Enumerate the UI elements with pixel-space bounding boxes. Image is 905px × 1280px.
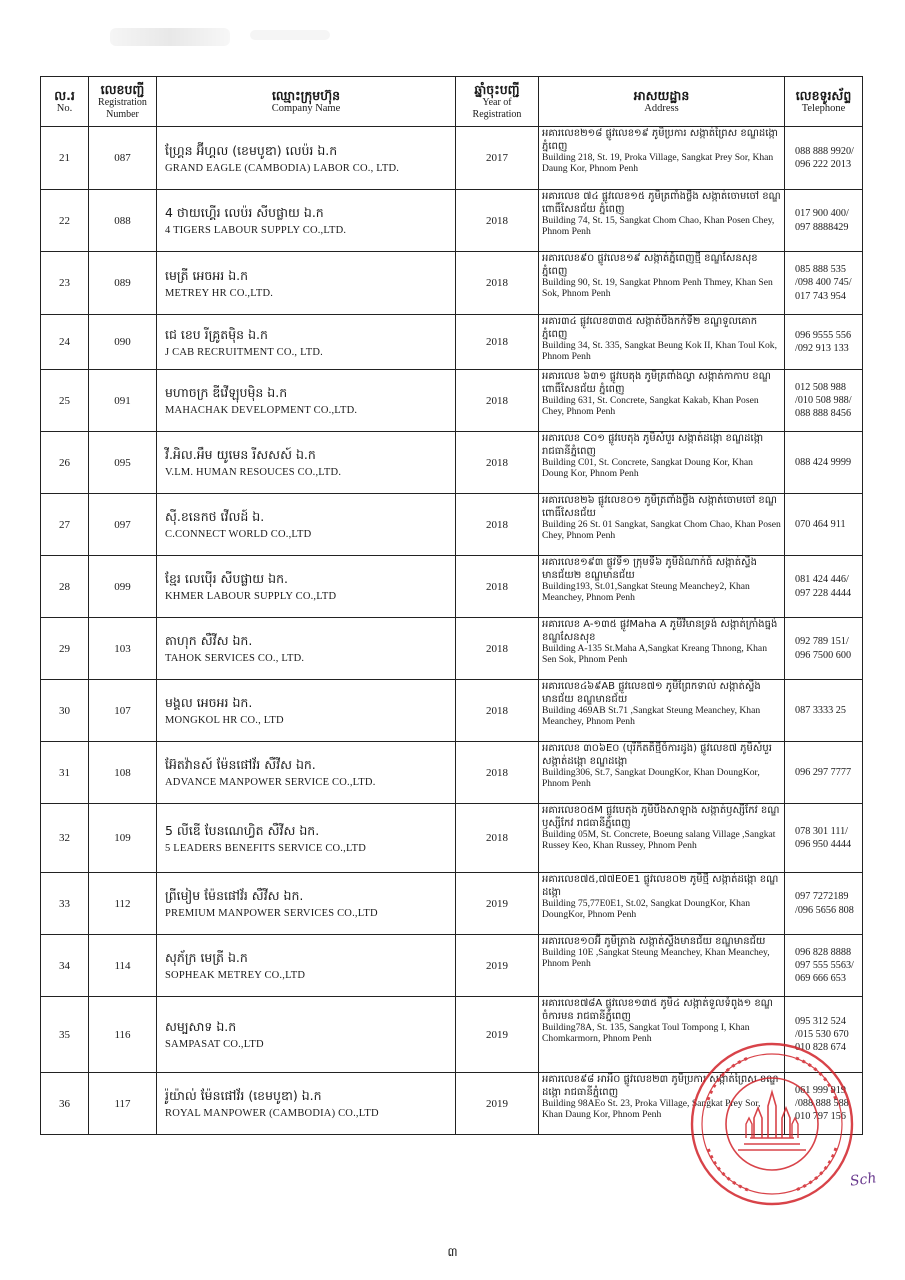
company-name-cell (157, 315, 456, 370)
registration-year: 2018 (456, 190, 539, 252)
address-english: Building 98AEo St. 23, Proka Village, Sangkat Prey Sor, Khan Daung Kor, Phnom Penh (542, 1098, 761, 1120)
registration-number: 107 (89, 680, 157, 742)
company-name-cell (157, 190, 456, 252)
company-name-english: METREY HR CO.,LTD. (165, 287, 274, 299)
company-name-english: PREMIUM MANPOWER SERVICES CO.,LTD (165, 908, 378, 919)
address-cell (539, 680, 785, 742)
scan-smudge (250, 30, 330, 40)
table-row (41, 873, 863, 935)
row-number: 22 (41, 190, 89, 252)
company-name-cell (157, 556, 456, 618)
address-english: Building C01, St. Concrete, Sangkat Doung Kor, Khan Doung Kor, Phnom Penh (542, 457, 753, 479)
row-number: 25 (41, 370, 89, 432)
header-no: ល.រ No. (41, 77, 89, 127)
address-english: Building 631, St. Concrete, Sangkat Kakab, Khan Posen Chey, Phnom Penh (542, 395, 759, 417)
registration-number: 089 (89, 252, 157, 315)
table-row (41, 618, 863, 680)
address-english: Building A-135 St.Maha A,Sangkat Kreang Thnong, Khan Sen Sok, Phnom Penh (542, 643, 767, 665)
company-name-cell (157, 432, 456, 494)
registration-year: 2019 (456, 935, 539, 997)
row-number: 33 (41, 873, 89, 935)
address-cell (539, 432, 785, 494)
address-khmer: អគារលេខ២១៨ ផ្លូវលេខ១៩ ភូមិប្រការ សង្កាត់ព្រៃស ខណ្ឌដង្កោ ភ្នំពេញ (542, 128, 778, 152)
registration-year: 2018 (456, 494, 539, 556)
registration-number: 087 (89, 127, 157, 190)
registration-number: 109 (89, 804, 157, 873)
table-row (41, 315, 863, 370)
company-name-english: 5 LEADERS BENEFITS SERVICE CO.,LTD (165, 842, 366, 854)
telephone: 070 464 911 (785, 494, 863, 556)
company-name-cell (157, 873, 456, 935)
registration-number: 091 (89, 370, 157, 432)
table-row (41, 494, 863, 556)
table-row (41, 370, 863, 432)
telephone: 096 9555 556 /092 913 133 (785, 315, 863, 370)
registration-year: 2017 (456, 127, 539, 190)
company-name-khmer: ហ្គ្រែន អ៊ីហ្គល (ខេមបូឌា) លេប៉រ ឯ.ក (165, 142, 338, 158)
header-year: ឆ្នាំចុះបញ្ជី Year of Registration (456, 77, 539, 127)
address-khmer: អគារលេខ៧៨A ផ្លូវលេខ១៣៥ ភូមិ៤ សង្កាត់ទួលទំពូង១ ខណ្ឌចំការមន រាជធានីភ្នំពេញ (542, 998, 773, 1022)
registration-number: 108 (89, 742, 157, 804)
address-cell (539, 556, 785, 618)
address-english: Building 05M, St. Concrete, Boeung salang Village ,Sangkat Russey Keo, Khan Russey, Phnom Penh (542, 829, 776, 851)
registration-year: 2018 (456, 680, 539, 742)
registration-number: 117 (89, 1073, 157, 1135)
company-name-english: C.CONNECT WORLD CO.,LTD (165, 529, 312, 540)
telephone: 096 828 8888 097 555 5563/ 069 666 653 (785, 935, 863, 997)
registration-year: 2019 (456, 873, 539, 935)
company-name-english: MAHACHAK DEVELOPMENT CO.,LTD. (165, 405, 358, 416)
address-english: Building 75,77E0E1, St.02, Sangkat DoungKor, Khan DoungKor, Phnom Penh (542, 898, 751, 920)
telephone: 017 900 400/ 097 8888429 (785, 190, 863, 252)
address-khmer: អគារលេខ ៦៣១ ផ្លូវបេតុង ភូមិត្រពាំងល្វា សង្កាត់កាកាប ខណ្ឌពោធិ៍សែនជ័យ ភ្នំពេញ (542, 371, 771, 395)
address-english: Building78A, St. 135, Sangkat Toul Tompong I, Khan Chomkarmorn, Phnom Penh (542, 1022, 750, 1044)
address-cell (539, 190, 785, 252)
address-cell (539, 742, 785, 804)
table-row (41, 252, 863, 315)
row-number: 32 (41, 804, 89, 873)
company-name-english: ADVANCE MANPOWER SERVICE CO.,LTD. (165, 777, 376, 788)
company-name-khmer: សម្បសាទ ឯ.ក (165, 1019, 237, 1034)
company-name-english: V.LM. HUMAN RESOUCES CO.,LTD. (165, 467, 342, 478)
address-khmer: អគារលេខ៤៦៩AB ផ្លូវលេខ៧១ ភូមិព្រែកទាល់ សង្កាត់ស្ទឹងមានជ័យ ខណ្ឌមានជ័យ (542, 681, 761, 705)
registration-year: 2018 (456, 370, 539, 432)
address-cell (539, 252, 785, 315)
table-header-row (41, 77, 863, 127)
address-cell (539, 804, 785, 873)
telephone: 012 508 988 /010 508 988/ 088 888 8456 (785, 370, 863, 432)
company-name-khmer: ជេ ខេប រីគ្រូតម៉ិន ឯ.ក (165, 326, 268, 342)
registration-year: 2018 (456, 252, 539, 315)
table-row (41, 556, 863, 618)
registration-number: 099 (89, 556, 157, 618)
header-telephone: លេខទូរស័ព្ទ Telephone (785, 77, 863, 127)
company-name-english: SOPHEAK METREY CO.,LTD (165, 970, 306, 981)
registration-year: 2018 (456, 432, 539, 494)
telephone: 081 424 446/ 097 228 4444 (785, 556, 863, 618)
company-name-cell (157, 742, 456, 804)
company-name-cell (157, 370, 456, 432)
registration-number: 088 (89, 190, 157, 252)
address-cell (539, 370, 785, 432)
address-cell (539, 127, 785, 190)
row-number: 26 (41, 432, 89, 494)
table-row (41, 804, 863, 873)
row-number: 36 (41, 1073, 89, 1135)
company-name-cell (157, 1073, 456, 1135)
row-number: 29 (41, 618, 89, 680)
company-name-khmer: វី.អិល.អឹម យូមេន រីសសស៍ ឯ.ក (165, 447, 316, 462)
scan-smudge (110, 28, 230, 46)
address-khmer: អគារលេខ ៧៤ ផ្លូវលេខ១៥ ភូមិត្រពាំងថ្លឹង សង្កាត់ចោមចៅ ខណ្ឌពោធិ៍សែនជ័យ ភ្នំពេញ (542, 191, 781, 215)
table-row (41, 680, 863, 742)
header-address: អាសយដ្ឋាន Address (539, 77, 785, 127)
address-english: Building306, St.7, Sangkat DoungKor, Khan DoungKor, Phnom Penh (542, 767, 760, 789)
company-name-khmer: ខ្មែរ លេប៉ើរ សីបផ្លាយ ឯក. (165, 571, 289, 586)
row-number: 28 (41, 556, 89, 618)
registration-number: 095 (89, 432, 157, 494)
row-number: 21 (41, 127, 89, 190)
address-cell (539, 315, 785, 370)
telephone: 095 312 524 /015 530 670 010 828 674 (785, 997, 863, 1073)
company-name-khmer: មហាចក្រ ឌីវើឡុបម៉ិន ឯ.ក (165, 385, 288, 400)
telephone: 085 888 535 /098 400 745/ 017 743 954 (785, 252, 863, 315)
row-number: 31 (41, 742, 89, 804)
address-khmer: អគារលេខ០៥M ផ្លូវបេតុង ភូមិបឹងសាឡាង សង្កាត់ឫស្សីកែវ ខណ្ឌឫស្សីកែវ រាជធានីភ្នំពេញ (542, 805, 780, 829)
address-cell (539, 494, 785, 556)
company-name-english: TAHOK SERVICES CO., LTD. (165, 653, 305, 664)
address-english: Building 34, St. 335, Sangkat Beung Kok II, Khan Toul Kok, Phnom Penh (542, 340, 777, 362)
company-name-khmer: ព្រីមៀម ម៉ែនផៅវ័រ សឺវីស ឯក. (165, 888, 304, 903)
registration-year: 2019 (456, 1073, 539, 1135)
address-khmer: អគារលេខ១០អ៊ី ភូមិត្រាង សង្កាត់ស្ទឹងមានជ័យ ខណ្ឌមានជ័យ (542, 936, 766, 947)
address-khmer: អគារ៣៤ ផ្លូវលេខ៣៣៥ សង្កាត់បឹងកក់ទី២ ខណ្ឌទួលគោក ភ្នំពេញ (542, 316, 758, 340)
company-name-cell (157, 127, 456, 190)
address-cell (539, 873, 785, 935)
registry-table (40, 76, 863, 1135)
address-khmer: អគារលេខ៩០ ផ្លូវលេខ១៩ សង្កាត់ភ្នំពេញថ្មី ខណ្ឌសែនសុខ ភ្នំពេញ (542, 253, 758, 277)
registration-year: 2018 (456, 556, 539, 618)
company-name-cell (157, 997, 456, 1073)
row-number: 35 (41, 997, 89, 1073)
signature: Sch (849, 1170, 878, 1190)
row-number: 30 (41, 680, 89, 742)
row-number: 24 (41, 315, 89, 370)
company-name-khmer: សុភ័ក្រ មេត្រី ឯ.ក (165, 950, 248, 965)
address-khmer: អគារលេខ ៣០៦E០ (បុរីកិតតិថ្មីចំការដូង) ផ្លូវលេខ៧ ភូមិសំបួរ សង្កាត់ដង្កោ ខណ្ឌដង្កោ (542, 743, 772, 767)
address-english: Building 469AB St.71 ,Sangkat Steung Meanchey, Khan Meanchey, Phnom Penh (542, 705, 761, 727)
company-name-english: SAMPASAT CO.,LTD (165, 1039, 264, 1050)
row-number: 27 (41, 494, 89, 556)
table-row (41, 432, 863, 494)
header-company-name: ឈ្មោះក្រុមហ៊ុន Company Name (157, 77, 456, 127)
page-number: ៣ (447, 1245, 458, 1259)
company-name-khmer: មេត្រី អេចអរ ឯ.ក (165, 267, 249, 283)
registration-number: 097 (89, 494, 157, 556)
company-name-khmer: 5 លីឌើ បែនណេហ្វិត សឺវីស ឯក. (165, 822, 320, 838)
company-name-english: ROYAL MANPOWER (CAMBODIA) CO.,LTD (165, 1108, 379, 1119)
company-name-cell (157, 935, 456, 997)
registration-year: 2019 (456, 997, 539, 1073)
company-name-khmer: រ៉ូយ៉ាល់ ម៉ែនផៅវ័រ (ខេមបូឌា) ឯ.ក (165, 1088, 322, 1103)
telephone: 088 888 9920/ 096 222 2013 (785, 127, 863, 190)
table-row (41, 127, 863, 190)
company-name-khmer: ស៊ី.ខនេកថ វើលដ៍ ឯ. (165, 509, 265, 524)
company-name-english: GRAND EAGLE (CAMBODIA) LABOR CO., LTD. (165, 162, 400, 174)
table-row (41, 190, 863, 252)
row-number: 23 (41, 252, 89, 315)
telephone: 092 789 151/ 096 7500 600 (785, 618, 863, 680)
address-english: Building 26 St. 01 Sangkat, Sangkat Chom Chao, Khan Posen Chey, Phnom Penh (542, 519, 781, 541)
address-english: Building 90, St. 19, Sangkat Phnom Penh Thmey, Khan Sen Sok, Phnom Penh (542, 277, 773, 299)
address-khmer: អគារលេខ២៦ ផ្លូវលេខ០១ ភូមិត្រពាំងថ្លឹង សង្កាត់ចោមចៅ ខណ្ឌពោធិ៍សែនជ័យ (542, 495, 777, 519)
address-cell (539, 935, 785, 997)
telephone: 087 3333 25 (785, 680, 863, 742)
company-name-cell (157, 618, 456, 680)
registration-year: 2018 (456, 804, 539, 873)
company-name-english: J CAB RECRUITMENT CO., LTD. (165, 346, 323, 358)
address-khmer: អគារលេខ A-១៣៥ ផ្លូវMaha A ភូមិវិមានទ្រង់ សង្កាត់ក្រាំងធ្នង់ ខណ្ឌសែនសុខ (542, 619, 778, 643)
telephone: 061 999 919 /088 888 588 010 797 156 (785, 1073, 863, 1135)
company-name-khmer: អ៊ែតវ៉ានស៍ ម៉ែនផៅវ័រ សឺវីស ឯក. (165, 757, 316, 772)
company-name-khmer: មង្គល អេចអរ ឯក. (165, 695, 253, 710)
company-name-khmer: តាហុក សឺវីស ឯក. (165, 633, 253, 648)
company-name-cell (157, 804, 456, 873)
company-name-cell (157, 680, 456, 742)
address-khmer: អគារលេខ៧៥,៧៧E0E1 ផ្លូវលេខ០២ ភូមិថ្មី សង្កាត់ដង្កោ ខណ្ឌដង្កោ (542, 874, 779, 898)
company-name-cell (157, 252, 456, 315)
telephone: 078 301 111/ 096 950 4444 (785, 804, 863, 873)
registration-year: 2018 (456, 618, 539, 680)
address-english: Building 10E ,Sangkat Steung Meanchey, Khan Meanchey, Phnom Penh (542, 947, 770, 969)
address-khmer: អគារលេខ១៩៣ ផ្លូវទី១ ក្រុមទី៦ ភូមិដំណាក់ធំ សង្កាត់ស្ទឹងមានជ័យ២ ខណ្ឌមានជ័យ (542, 557, 757, 581)
row-number: 34 (41, 935, 89, 997)
registration-number: 116 (89, 997, 157, 1073)
registration-year: 2018 (456, 742, 539, 804)
company-name-cell (157, 494, 456, 556)
company-name-english: KHMER LABOUR SUPPLY CO.,LTD (165, 591, 337, 602)
registration-number: 114 (89, 935, 157, 997)
registration-number: 090 (89, 315, 157, 370)
header-registration-number: លេខបញ្ជី Registration Number (89, 77, 157, 127)
company-name-english: MONGKOL HR CO., LTD (165, 715, 284, 726)
telephone: 088 424 9999 (785, 432, 863, 494)
company-name-english: 4 TIGERS LABOUR SUPPLY CO.,LTD. (165, 225, 347, 236)
registration-number: 103 (89, 618, 157, 680)
official-seal (688, 1040, 856, 1208)
company-name-khmer: 4 ថាយហ្គើរ លេប៉រ សីបផ្លាយ ឯ.ក (165, 205, 324, 220)
table-row (41, 935, 863, 997)
registration-year: 2018 (456, 315, 539, 370)
address-khmer: អគារលេខ C០១ ផ្លូវបេតុង ភូមិសំបួរ សង្កាត់ដង្កោ ខណ្ឌដង្កោ រាជធានីភ្នំពេញ (542, 433, 764, 457)
address-khmer: អគារលេខ៩៨ អាអឺ០ ផ្លូវលេខ២៣ ភូមិប្រការ សង្កាត់ព្រៃស ខណ្ឌដង្កោ រាជធានីភ្នំពេញ (542, 1074, 779, 1098)
address-english: Building193, St.01,Sangkat Steung Meanchey2, Khan Meanchey, Phnom Penh (542, 581, 750, 603)
address-cell (539, 618, 785, 680)
table-row (41, 742, 863, 804)
address-english: Building 74, St. 15, Sangkat Chom Chao, Khan Posen Chey, Phnom Penh (542, 215, 775, 237)
registration-number: 112 (89, 873, 157, 935)
telephone: 097 7272189 /096 5656 808 (785, 873, 863, 935)
address-english: Building 218, St. 19, Proka Village, Sangkat Prey Sor, Khan Daung Kor, Phnom Penh (542, 152, 774, 174)
telephone: 096 297 7777 (785, 742, 863, 804)
